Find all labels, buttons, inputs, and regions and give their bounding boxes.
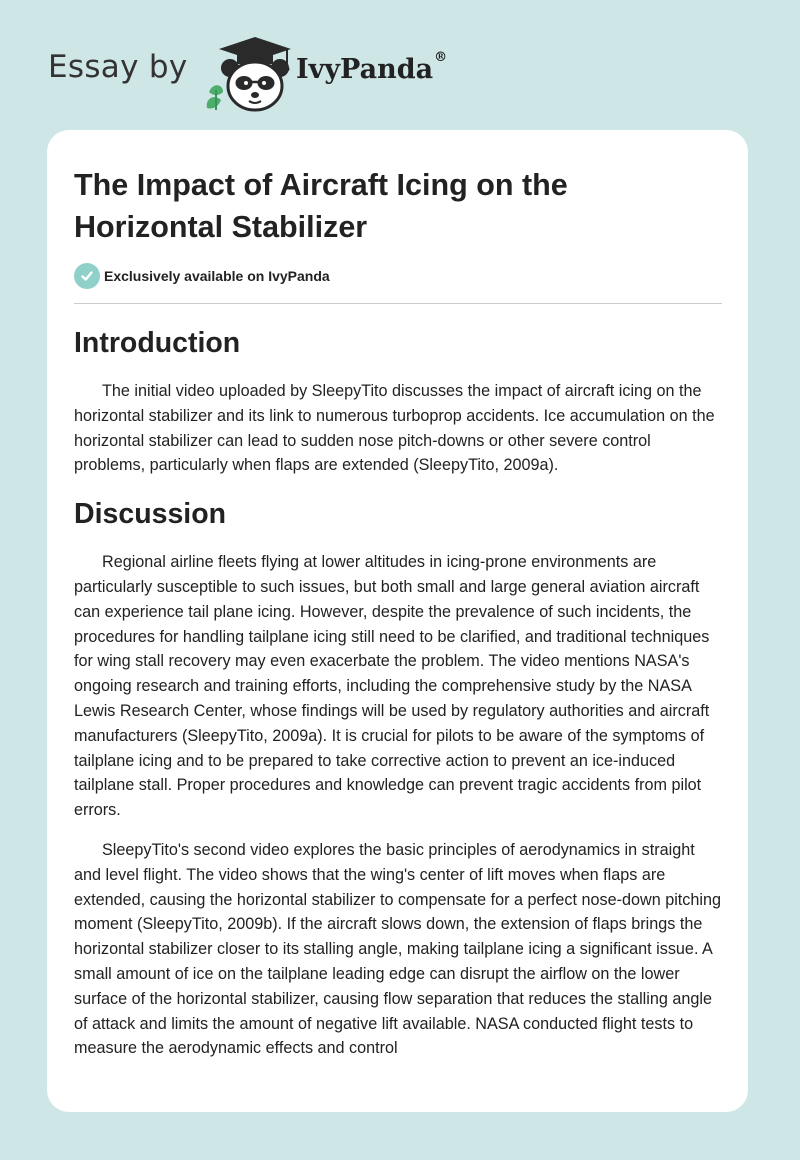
paragraph: Regional airline fleets flying at lower altitudes in icing-prone environments are particularly susceptible to such issues, but both small and large general aviation aircraft can experience tail plane icing. However, despite the prevalence of such incidents, the procedures for handling tailplane icing still need to be clarified, and traditional techniques for wing stall recovery may even exacerbate the problem. The video mentions NASA's ongoing research and training efforts, including the comprehensive study by the NASA Lewis Research Center, whose findings will be used by regulatory authorities and aircraft manufacturers (SleepyTito, 2009a). It is crucial for pilots to be aware of the symptoms of tailplane icing and to be prepared to take corrective action to prevent an ice-induced tailplane stall. Proper procedures and knowledge can prevent tragic accidents from pilot errors. bbox=[74, 553, 710, 820]
check-badge-icon bbox=[74, 263, 100, 289]
section-heading-discussion: Discussion bbox=[74, 498, 227, 531]
brand-name[interactable] bbox=[296, 50, 448, 85]
registered-mark: ® bbox=[434, 50, 448, 65]
essay-content bbox=[74, 323, 724, 1061]
section-heading-introduction: Introduction bbox=[74, 327, 241, 359]
divider bbox=[74, 303, 722, 304]
panda-logo-graphic bbox=[203, 34, 295, 114]
brand-prefix: Essay by bbox=[48, 49, 188, 85]
exclusive-badge bbox=[74, 262, 330, 290]
paragraph: The initial video uploaded by SleepyTito discusses the impact of aircraft icing on the horizontal stabilizer and its link to numerous turboprop accidents. Ice accumulation on the horizontal stabilizer can lead to sudden nose pitch-downs or other severe control problems, particularly when flaps are extended (SleepyTito, 2009a). bbox=[74, 382, 715, 475]
brand-header bbox=[48, 34, 508, 114]
page-title: The Impact of Aircraft Icing on the Horizontal Stabilizer bbox=[74, 168, 568, 244]
panda-graduate-icon[interactable] bbox=[203, 34, 295, 114]
essay-card bbox=[47, 130, 748, 1112]
exclusive-label: Exclusively available on IvyPanda bbox=[104, 268, 330, 284]
paragraph: SleepyTito's second video explores the basic principles of aerodynamics in straight and level flight. The video shows that the wing's center of lift moves when flaps are extended, causing the horizontal stabilizer to compensate for a perfect nose-down pitching moment (SleepyTito, 2009b). If the aircraft slows down, the extension of flaps brings the horizontal stabilizer closer to its stalling angle, making tailplane icing a significant issue. A small amount of ice on the tailplane leading edge can disrupt the airflow on the lower surface of the horizontal stabilizer, causing flow separation that reduces the stalling angle of attack and limits the amount of negative lift available. NASA conducted flight tests to measure the aerodynamic effects and control bbox=[74, 840, 721, 1058]
brand-name-text: IvyPanda bbox=[296, 54, 434, 85]
